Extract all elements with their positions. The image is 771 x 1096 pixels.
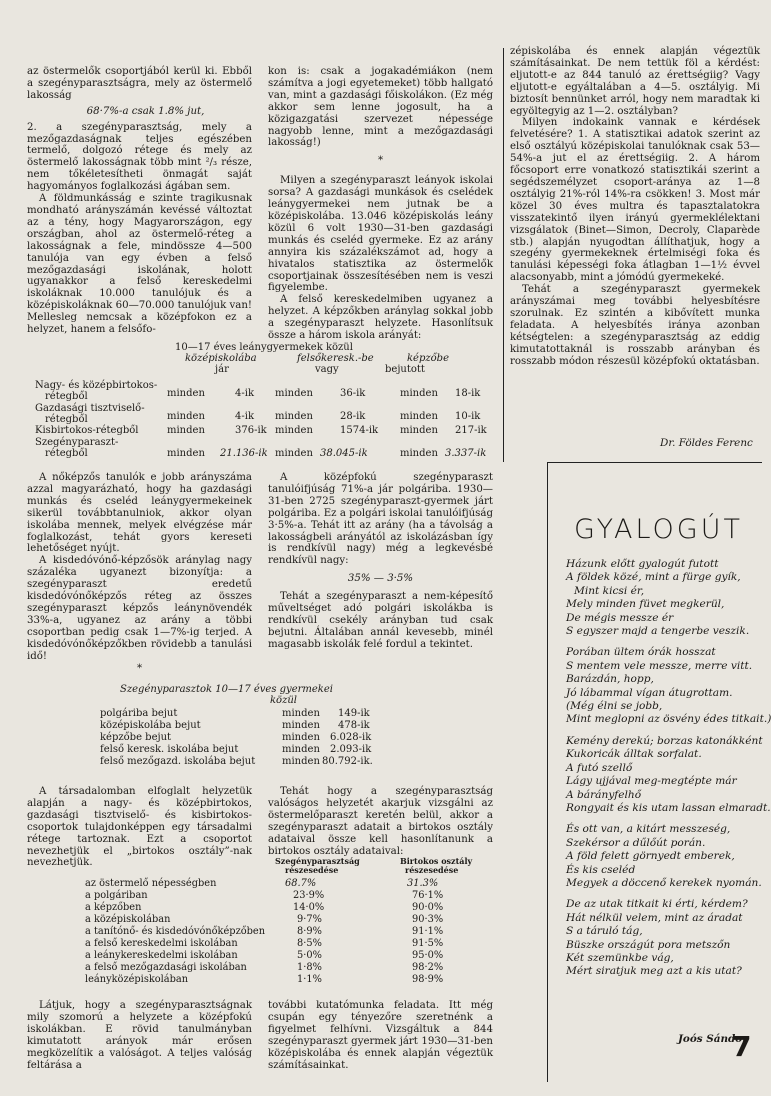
stanza-break (566, 727, 771, 735)
poem-line: Kukoricák álltak sorfalat. (566, 748, 702, 761)
col1-mid-text (27, 472, 252, 674)
poem-line: De az utak titkait ki érti, kérdem? (566, 898, 748, 911)
cell-value: 8·9% (297, 926, 322, 937)
poem-line: Büszke országút pora metszőn (566, 938, 731, 951)
cell-value: 91·5% (412, 938, 444, 949)
cell-value: 90·0% (412, 902, 444, 913)
cell-value: 3.337-ik (445, 448, 487, 459)
cell: minden (275, 425, 313, 436)
poem-body (566, 558, 771, 979)
poem-line: A földek közé, mint a fürge gyík, (566, 571, 741, 584)
poem-line: Mely minden füvet megkerül, (566, 598, 725, 611)
separator-star: * (136, 662, 143, 674)
paragraph: Tehát a szegényparaszt a nem-képesítő műveltséget adó polgári iskolákba is rendkívül csekély arányban tud csak bejutni. Általában annál kevesebb, minél magasabb iskolák felé fordul a tekintet. (268, 591, 493, 650)
stanza-break (566, 890, 771, 898)
col2-mid-text (268, 472, 493, 672)
cell-value: 80.792-ik. (322, 756, 373, 767)
cell: minden (167, 411, 205, 422)
cell: minden (282, 744, 320, 755)
table-leanygyermekek (35, 342, 505, 472)
col1-top-text (27, 66, 252, 336)
col2-low-text (268, 786, 493, 857)
cell: minden (275, 448, 313, 459)
poem-line: Porában ültem órák hosszat (566, 646, 716, 659)
row-label: Nagy- és középbirtokos- (35, 380, 158, 391)
cell: minden (282, 708, 320, 719)
row-label: felső keresk. iskolába bejut (100, 744, 239, 755)
poem-title: GYALOGÚT (574, 514, 743, 545)
row-label: a tanítónő- és kisdedóvónőképzőben (85, 926, 266, 937)
cell-value: 31.3% (407, 878, 439, 889)
paragraph: Milyen indokaink vannak e kérdések felvetésére? 1. A statisztikai adatok szerint az első osztályú középiskolai tanulóknak csak 53—54%-a jut el az érettségiig. 2. A három főcsoport erre vonatkozó statisztikái szerint a segédszemélyzet csoport-aránya az 1—8 osztályig 21%-ról 14%-ra csökken! 3. Most már közel 30 éves multra és tapasztalatokra visszatekintő ilyen irányú gyermeklélektani vizsgálatok (Binet—Simon, Decroly, Claparède stb.) alapján nyugodtan állíthatjuk, hogy a szegény gyermekeknek értelmiségi foka és tanulási képességi foka átlagban 1—1½ évvel alacsonyabb, mint a jómódú gyermekeké. (510, 117, 760, 284)
table-subtitle: közül (270, 695, 297, 706)
cell-value: 68.7% (285, 878, 317, 889)
col2-top-text (268, 66, 493, 342)
cell-value: 9·7% (297, 914, 322, 925)
cell-value: 18-ik (455, 388, 481, 399)
paragraph: A nőképzős tanulók e jobb arányszáma azzal magyarázható, hogy ha gazdasági munkás és cseléd leánygyermekeinek sikerül továbbtanulniok, akkor olyan iskolába mennek, melyek elvégzése már foglalkozást, tehát gyors kereseti lehetőséget nyújt. (27, 472, 252, 555)
table-header: vagy (315, 364, 339, 375)
table-header: részesedése (285, 865, 339, 875)
cell: minden (167, 388, 205, 399)
poem-line: (Még élni se jobb, (566, 700, 663, 713)
poem-line: Mért siratjuk meg azt a kis utat? (566, 965, 742, 978)
column-divider (547, 462, 548, 1082)
row-label: a képzőben (85, 902, 142, 913)
paragraph: 68·7%-a csak 1.8% jut, (86, 105, 205, 117)
table-header: részesedése (405, 865, 459, 875)
paragraph: A felső kereskedelmiben ugyanez a helyzet. A képzőkben aránylag sokkal jobb a szegényparaszt helyzete. Hasonlítsuk össze a három iskola arányát: (268, 294, 493, 342)
formula: 35% — 3·5% (347, 573, 414, 585)
cell-value: 38.045-ik (320, 448, 368, 459)
poem-line: Rongyait és kis utam lassan elmaradt. (566, 801, 771, 814)
row-label: képzőbe bejut (100, 732, 172, 743)
cell-value: 76·1% (412, 890, 444, 901)
cell-value: 1574-ik (340, 425, 379, 436)
cell-value: 28-ik (340, 411, 366, 422)
poem-line: Házunk előtt gyalogút futott (566, 558, 719, 570)
paragraph: Tehát a szegényparaszt gyermekek arányszámai meg további helyesbítésre szorulnak. Ez szintén a kibővített munka feladata. A helyesbítés iránya azonban kétségtelen: a szegényparasztság az eddig kimutatottaknál is rosszabb arányban és rosszabb módon részesül középfokú oktatásban. (510, 284, 760, 367)
stanza-break (566, 638, 771, 646)
cell-value: 4-ik (235, 411, 254, 422)
cell: minden (167, 425, 205, 436)
table-header: bejutott (385, 364, 425, 375)
col1-bottom-text (27, 1000, 252, 1080)
cell: minden (282, 732, 320, 743)
poem-line: Jó lábammal vígan átugrottam. (566, 686, 733, 699)
row-label: leányközépiskolában (85, 974, 189, 985)
row-label: rétegből (45, 414, 88, 425)
poem-line: S egyszer majd a tengerbe veszik. (566, 625, 750, 638)
poem-line: A föld felett görnyedt emberek, (566, 850, 735, 863)
poem-line: Megyek a döccenő kerekek nyomán. (566, 876, 762, 889)
paragraph: A középfokú szegényparaszt tanulóifjúság 71%-a jár polgáriba. 1930—31-ben 2725 szegényparaszt-gyermek járt polgáriba. Ez a polgári iskolai tanulóifjúság 3·5%-a. Tehát itt az arány (ha a távolság a lakosságbeli arányától az iskolázásban így is rendkívül nagy) még a legkevésbé rendkívül nagy: (268, 472, 493, 567)
poem-line: De mégis messze ér (566, 611, 674, 624)
separator-star: * (377, 155, 384, 167)
paragraph: 2. a szegényparasztság, mely a mezőgazdaságnak teljes egészében termelő, dolgozó rétege és mely az östermelő lakosságnak több mint ²/₃ része, nem tőkéletesítheti önmagát saját hagyományos foglalkozási ágában sem. (27, 121, 252, 193)
row-label: Gazdasági tisztviselő- (35, 403, 145, 414)
cell-value: 8·5% (297, 938, 322, 949)
poem-line: Kemény derekú; borzas katonákként (566, 734, 763, 747)
cell-value: 1·8% (297, 962, 322, 973)
paragraph: Látjuk, hogy a szegényparasztságnak mily szomorú a helyzete a középfokú iskolákban. E rövid tanulmányban kimutatott arányok már erősen megközelítik a valóságot. A teljes valóság feltárása a (27, 1000, 252, 1071)
table-header: Birtokos osztály (400, 856, 473, 866)
paragraph: A társadalomban elfoglalt helyzetük alapján a nagy- és középbirtokos, gazdasági tisztviselő- és kisbirtokos-csoportok tulajdonképpen egy társadalmi rétege tartoznak. Ezt a csoportot nevezhetjük el „birtokos osztály”-nak nevezhetjük. (27, 786, 252, 869)
cell-value: 98·9% (412, 974, 444, 985)
cell: minden (400, 388, 438, 399)
page-number: 7 (732, 1030, 752, 1063)
cell-value: 10-ik (455, 411, 481, 422)
paragraph: zépiskolába és ennek alapján végeztük számításainkat. De nem tettük föl a kérdést: eljutott-e az 844 tanuló az érettségiig? Vagy eljutott-e egyáltalában a 4—5. osztályig. Mi biztosít bennünket arról, hogy nem maradtak ki egyöltegyig az 1—2. osztályban? (510, 46, 760, 117)
poem-line: Hát nélkül velem, mint az áradat (566, 911, 743, 924)
row-label: rétegből (45, 391, 88, 402)
table-header: 10—17 éves leánygyermekek közül (175, 342, 353, 353)
row-label: a polgáriban (85, 890, 148, 901)
poem-line: Mint meglopni az ösvény édes titkait.) (566, 713, 771, 726)
col1-low-text (27, 786, 252, 869)
table-header: képzőbe (407, 353, 449, 364)
row-label: felső mezőgazd. iskolába bejut (100, 756, 256, 767)
paragraph: A kisdedóvónő-képzősök aránylag nagy százaléka ugyanezt bizonyítja: a szegényparaszt eredetű kisdedóvónőképzős réteg az összes szegényparaszt képzős leánynövendék 33%-a, ugyanez az arány a többi csoportban pedig csak 1—7%-ig terjed. A kisdedóvónőképzőkben rövidebb a tanulási idő! (27, 555, 252, 662)
poem-line: S mentem vele messze, merre vitt. (566, 659, 753, 672)
col3-top-text (510, 46, 760, 367)
cell-value: 217-ik (455, 425, 487, 436)
poem-line: A futó szellő (566, 761, 633, 774)
table-header: felsőkeresk.-be (297, 353, 374, 364)
cell: minden (282, 756, 320, 767)
paragraph: további kutatómunka feladata. Itt még csupán egy tényezőre szeretnénk a figyelmet felhívni. Vizsgáltuk a 844 szegényparaszt gyermek járt 1930—31-ben középiskolába és ennek alapján végeztük számításainkat. (268, 1000, 493, 1071)
cell-value: 91·1% (412, 926, 444, 937)
poem-line: S a táruló tág, (566, 925, 643, 938)
poem-author: Joós Sándor (678, 1033, 748, 1045)
table-header: középiskolába (185, 353, 257, 364)
row-label: a felső kereskedelmi iskolában (85, 938, 238, 949)
row-label: Kisbirtokos-rétegből (35, 425, 139, 436)
cell-value: 23·9% (293, 890, 325, 901)
row-label: a középiskolában (85, 914, 171, 925)
row-label: a leánykereskedelmi iskolában (85, 950, 238, 961)
cell-value: 376-ik (235, 425, 267, 436)
cell: minden (275, 411, 313, 422)
signature-author: Dr. Földes Ferenc (660, 437, 753, 449)
cell-value: 5·0% (297, 950, 322, 961)
col2-bottom-text (268, 1000, 493, 1080)
paragraph: A földmunkásság e szinte tragikusnak mondható arányszámán kevéssé változtat az a tény, hogy Magyarországon, egy országban, ahol az östermelő-réteg a lakosságnak a fele, mindössze 4—500 tanulója van egy évben a felső mezőgazdasági iskolának, holott ugyanakkor a felső kereskedelmi iskoláknak 10.000 tanulójuk és a középiskoláknak 60—70.000 tanulójuk van! Mellesleg nemcsak a középfokon ez a helyzet, hanem a felsőfo- (27, 193, 252, 336)
paragraph: kon is: csak a jogakadémiákon (nem számítva a jogi egyetemeket) több hallgató van, mint a gazdasági főiskolákon. (Ez még akkor sem lenne jogosult, ha a közigazgatási szervezet népessége nagyobb lenne, mint a mezőgazdasági lakosság!) (268, 66, 493, 149)
cell-value: 4-ik (235, 388, 254, 399)
cell: minden (400, 425, 438, 436)
row-label: polgáriba bejut (100, 708, 178, 719)
table-header: Szegényparasztság (275, 856, 360, 866)
horizontal-divider (547, 462, 762, 463)
cell-value: 478-ik (338, 720, 370, 731)
poem-line: Barázdán, hopp, (566, 673, 654, 686)
cell-value: 36-ik (340, 388, 366, 399)
paragraph: Tehát hogy a szegényparasztság valóságos helyzetét akarjuk vizsgálni az östermelőparaszt keretén belül, akkor a szegényparaszt adatait a birtokos osztály adataival össze kell hasonlítanunk a birtokos osztály adataival: (268, 786, 493, 857)
cell: minden (400, 411, 438, 422)
cell-value: 149-ik (338, 708, 370, 719)
cell: minden (282, 720, 320, 731)
cell: minden (400, 448, 438, 459)
table-title: Szegényparasztok 10—17 éves gyermekei (120, 684, 333, 695)
cell-value: 90·3% (412, 914, 444, 925)
cell-value: 98·2% (412, 962, 444, 973)
poem-line: Lágy ujjával meg-megtépte már (566, 775, 737, 788)
cell-value: 14·0% (293, 902, 325, 913)
table-szegenyparasztok (100, 684, 540, 774)
row-label: rétegből (45, 448, 88, 459)
poem-line: És kis cseléd (566, 863, 636, 876)
paragraph: Milyen a szegényparaszt leányok iskolai sorsa? A gazdasági munkások és cselédek leánygyermekei nem jutnak be a középiskolába. 13.046 középiskolás leány közül 6 volt 1930—31-ben gazdasági munkás és cseléd gyermeke. Ez az arány annyira kis százalékszámot ad, hogy a hivatalos statisztika az östermelők csoportjainak összesítésében nem is veszi figyelembe. (268, 175, 493, 294)
poem-line: Szekérsor a dűlőút porán. (566, 836, 706, 849)
cell-value: 6.028-ik (330, 732, 372, 743)
cell: minden (167, 448, 205, 459)
cell-value: 2.093-ik (330, 744, 372, 755)
poem-line: És ott van, a kitárt messzeség, (566, 823, 731, 836)
row-label: középiskolába bejut (100, 720, 201, 731)
cell-value: 21.136-ik (220, 448, 268, 459)
paragraph: az östermelők csoportjából kerül ki. Ebből a szegényparasztságra, mely az östermelő lakosság (27, 66, 252, 101)
cell-value: 95·0% (412, 950, 444, 961)
row-label: Szegényparaszt- (35, 437, 119, 448)
cell: minden (275, 388, 313, 399)
table-header: jár (215, 364, 229, 375)
row-label: az östermelő népességben (85, 878, 217, 889)
cell-value: 1·1% (297, 974, 322, 985)
poem-line: A bárányfelhő (566, 788, 642, 801)
poem-line: Mint kicsi ér, (574, 584, 645, 597)
table-reszesedes (85, 856, 540, 984)
poem-line: Két szemünkbe vág, (566, 951, 674, 964)
row-label: a felső mezőgazdasági iskolában (85, 962, 247, 973)
